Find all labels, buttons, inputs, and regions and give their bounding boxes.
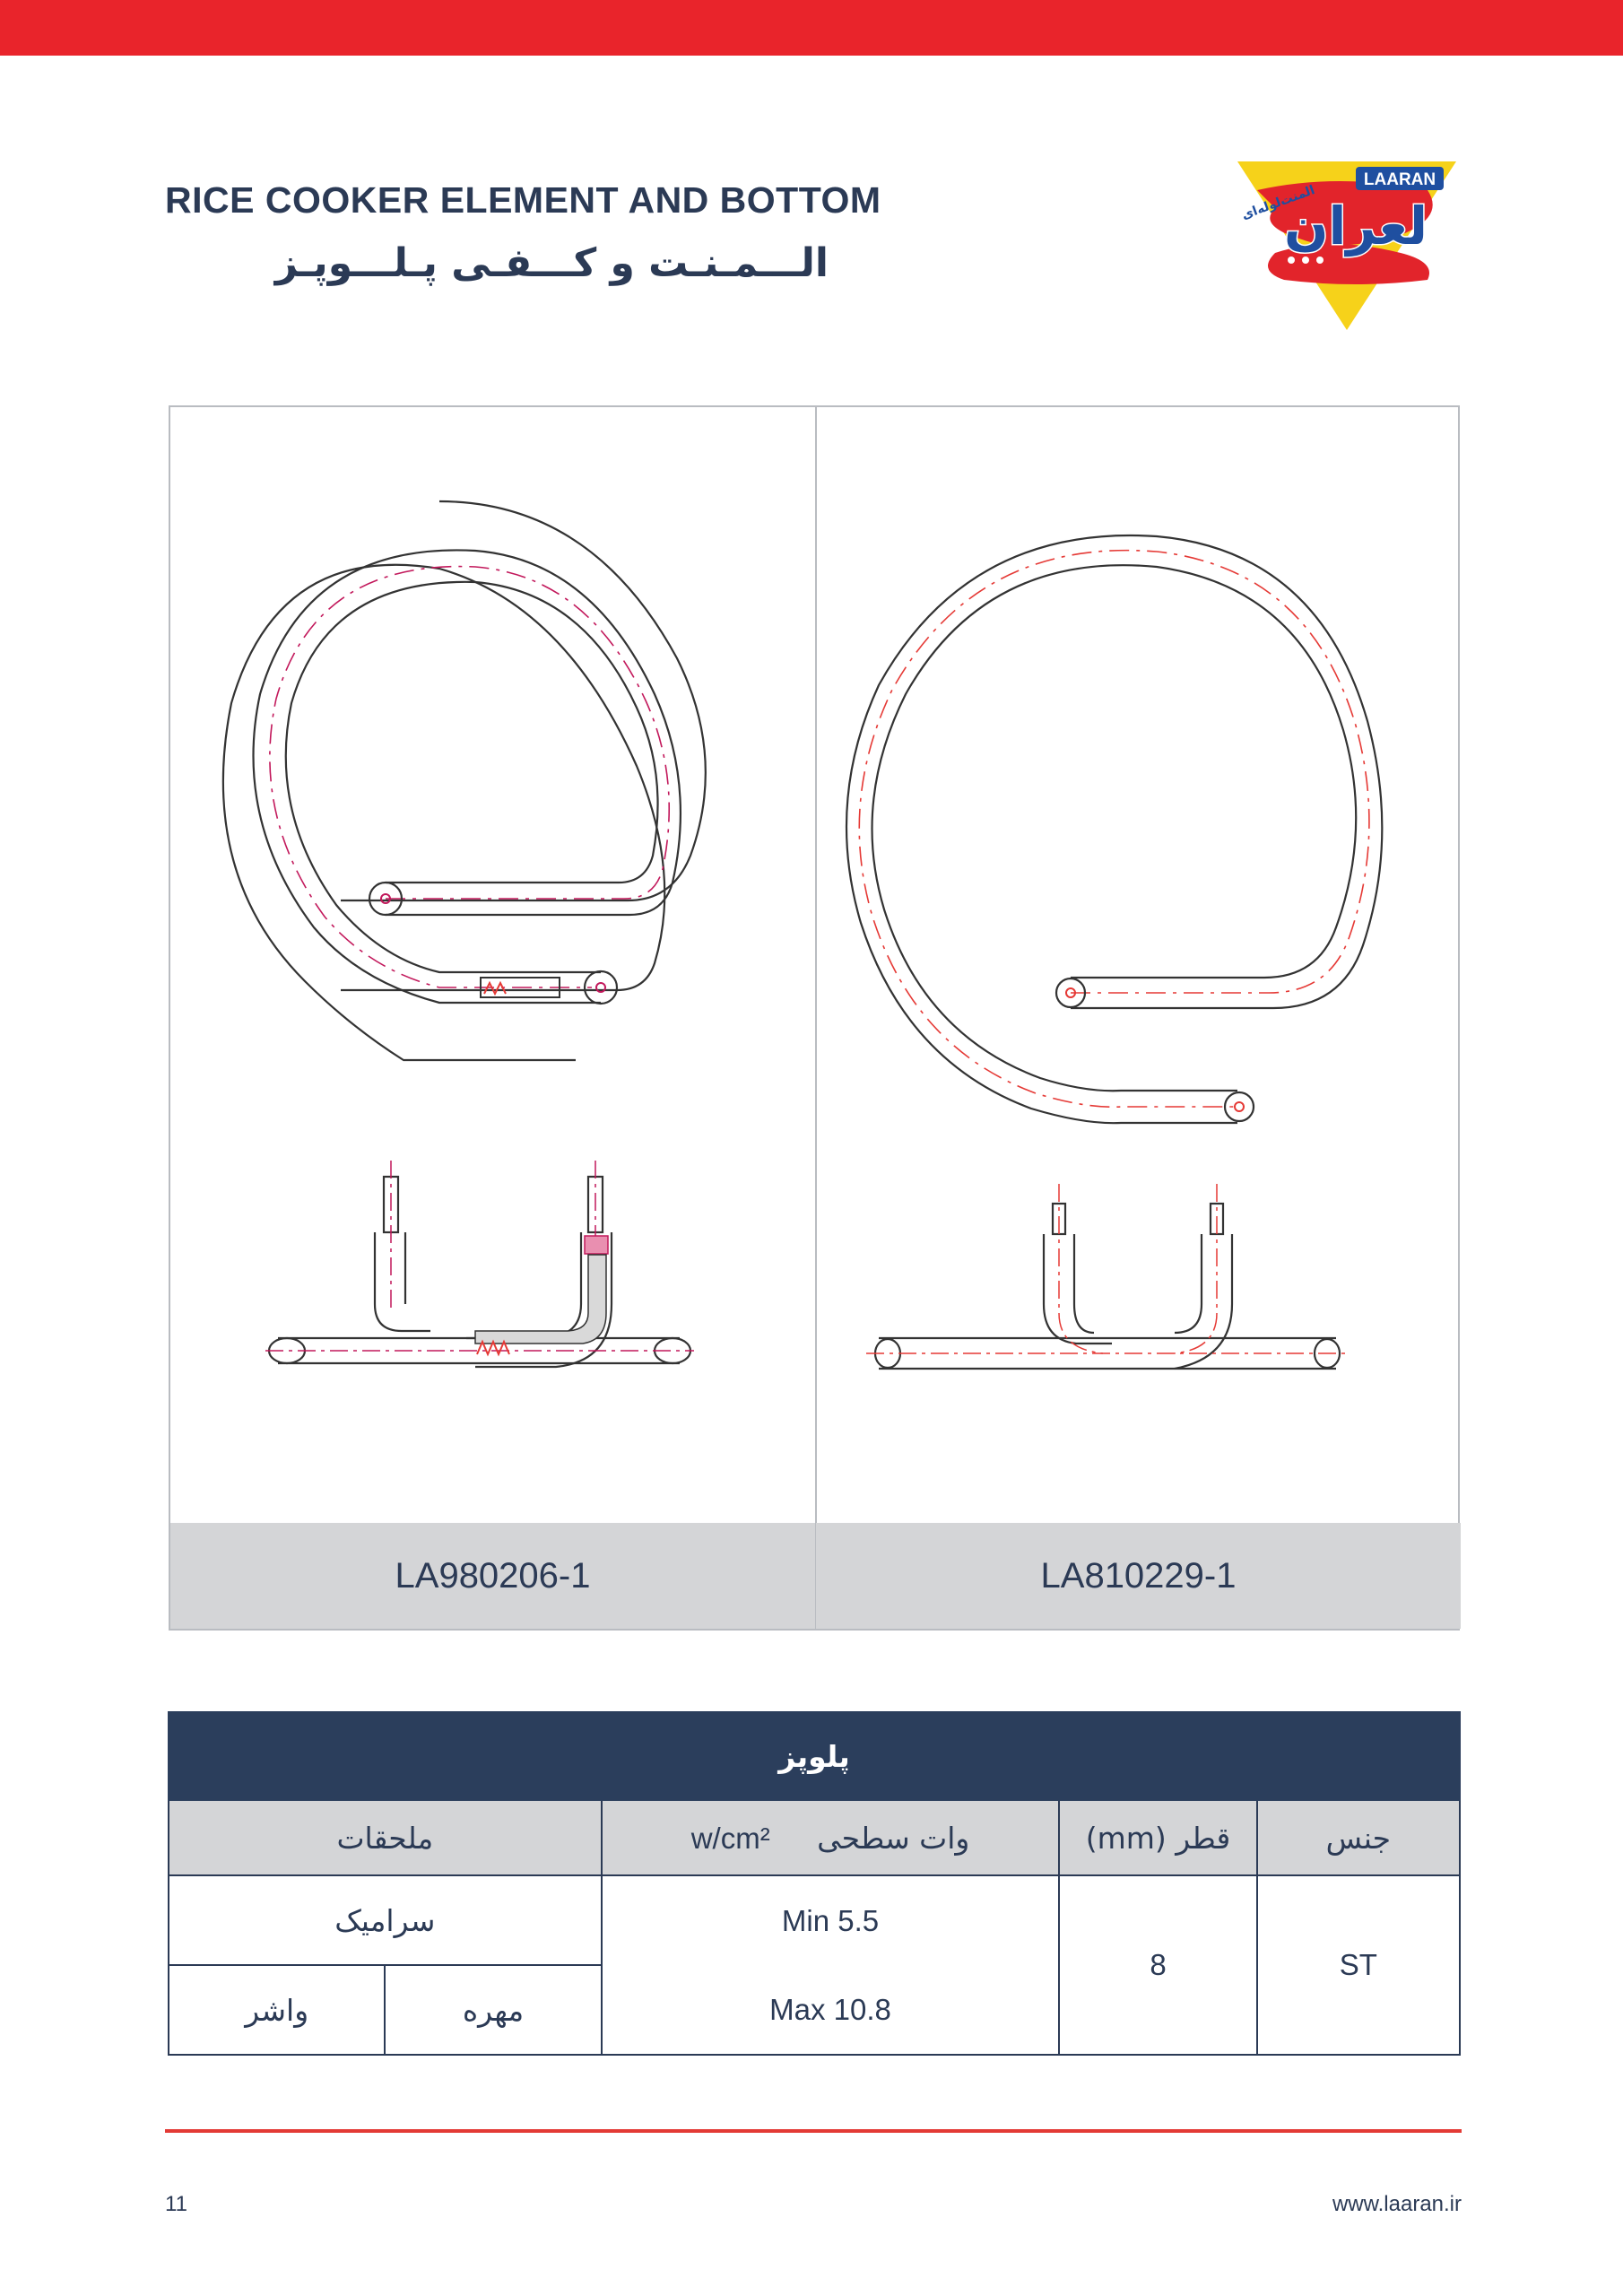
- element-drawing-1: [170, 407, 815, 1523]
- header-watt-unit: w/cm²: [690, 1821, 770, 1855]
- value-material: ST: [1257, 1875, 1460, 2055]
- value-watt-min: Min 5.5: [602, 1875, 1060, 1965]
- svg-text:LAARAN: LAARAN: [1363, 170, 1436, 189]
- page-number: 11: [165, 2192, 187, 2216]
- header-material: جنس: [1257, 1800, 1460, 1875]
- page-title-fa: الـــمـنـت و کـــفـی پـلـــوپـز: [274, 240, 829, 286]
- spec-table: [168, 1711, 1461, 2056]
- value-accessory-nut: مهره: [385, 1965, 601, 2055]
- spec-table-title: پلوپز: [169, 1712, 1460, 1800]
- laaran-logo: [1221, 154, 1463, 334]
- svg-text:لعران: لعران: [1284, 196, 1428, 257]
- header-watt: [602, 1800, 1060, 1875]
- footer-divider: [165, 2129, 1462, 2133]
- value-watt-max: Max 10.8: [602, 1965, 1060, 2055]
- top-accent-bar: [0, 0, 1623, 56]
- header-diameter-label: قطر (mm): [1085, 1820, 1231, 1856]
- page-title-en: RICE COOKER ELEMENT AND BOTTOM: [165, 179, 881, 221]
- value-accessory-washer: واشر: [169, 1965, 385, 2055]
- website-link[interactable]: www.laaran.ir: [1332, 2192, 1462, 2216]
- value-accessory-ceramic: سرامیک: [169, 1875, 602, 1965]
- element-drawing-2: [816, 407, 1461, 1523]
- header-watt-label: وات سطحی: [817, 1820, 970, 1856]
- product-panel-2: [816, 407, 1461, 1629]
- product-code-2: LA810229-1: [816, 1523, 1461, 1629]
- svg-text:المنت‌لوله‌ای: المنت‌لوله‌ای: [1239, 183, 1317, 223]
- header-accessories: ملحقات: [169, 1800, 602, 1875]
- header-diameter: [1059, 1800, 1256, 1875]
- product-code-1: LA980206-1: [170, 1523, 815, 1629]
- value-diameter: 8: [1059, 1875, 1256, 2055]
- product-panel-1: [170, 407, 817, 1629]
- product-grid: [169, 405, 1460, 1631]
